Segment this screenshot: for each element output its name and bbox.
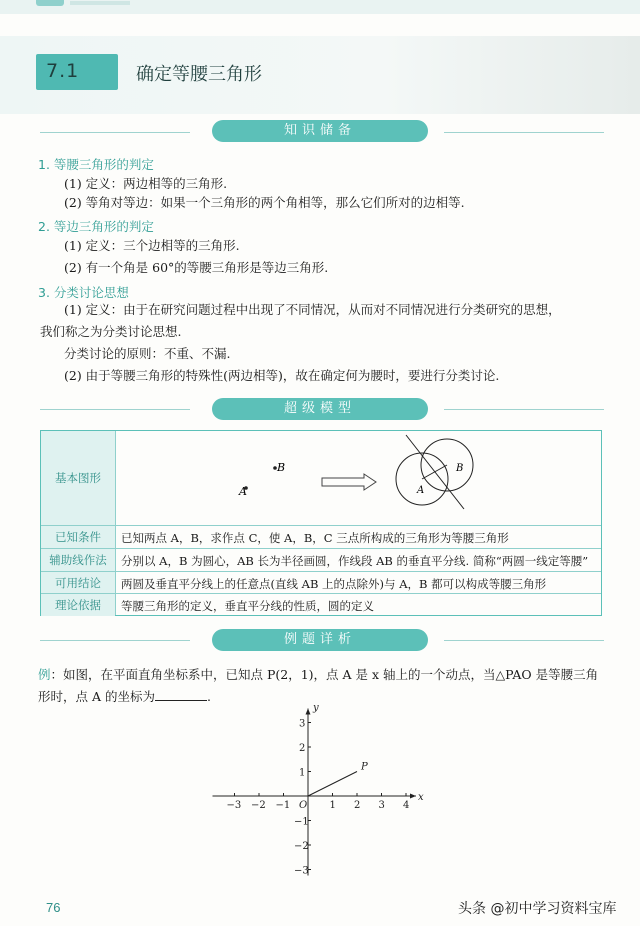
text-p2: (2) 等角对等边：如果一个三角形的两个角相等，那么它们所对的边相等. <box>64 195 465 210</box>
page-number: 76 <box>46 900 61 915</box>
divider-left-3 <box>40 640 190 641</box>
row-label-known: 已知条件 <box>41 526 115 549</box>
example-line-2 <box>38 688 211 706</box>
two-circles-one-line-diagram <box>396 435 473 509</box>
pill-model: 超级模型 <box>212 398 428 420</box>
heading-isosceles-criteria: 1. 等腰三角形的判定 <box>38 157 154 172</box>
x-tick-label: −1 <box>275 800 291 811</box>
example-line-1 <box>38 666 598 684</box>
watermark: 头条 @初中学习资料宝库 <box>458 901 617 917</box>
text-p3: (1) 定义：三个边相等的三角形. <box>64 238 240 253</box>
segment-op <box>308 772 357 797</box>
point-p-label: P <box>361 761 368 773</box>
row-label-conclusion: 可用结论 <box>41 572 115 594</box>
section-title: 确定等腰三角形 <box>136 64 262 85</box>
model-table <box>40 430 602 616</box>
text-p8: (2) 由于等腰三角形的特殊性(两边相等)，故在确定何为腰时，要进行分类讨论. <box>64 368 500 383</box>
divider-left <box>40 132 190 133</box>
row-text-theory: 等腰三角形的定义，垂直平分线的性质，圆的定义 <box>121 599 374 613</box>
row-label-theory: 理论依据 <box>41 594 115 616</box>
row-known-conditions <box>41 525 601 549</box>
top-header-bar <box>0 0 640 14</box>
row-text-auxiliary: 分别以 A，B 为圆心，AB 长为半径画圆，作线段 AB 的垂直平分线. 简称“两圆一线定等腰” <box>121 554 589 568</box>
heading-classification: 3. 分类讨论思想 <box>38 285 129 300</box>
book-logo <box>36 0 64 6</box>
text-p5: (1) 定义：由于在研究问题过程中出现了不同情况，从而对不同情况进行分类研究的思想， <box>64 302 561 317</box>
x-tick-label: 2 <box>354 800 361 811</box>
text-p4: (2) 有一个角是 60°的等腰三角形是等边三角形. <box>64 260 329 275</box>
point-b-label: B <box>277 461 286 474</box>
x-tick-label: 3 <box>378 800 385 811</box>
x-tick-label: −2 <box>251 800 266 811</box>
circle-b-label: B <box>456 463 464 474</box>
row-theory <box>41 593 601 616</box>
y-tick-label: −3 <box>294 865 309 877</box>
x-tick-label: −3 <box>226 800 242 811</box>
basic-figure-diagram <box>116 431 601 525</box>
divider-right-3 <box>444 640 604 641</box>
y-axis-label: y <box>313 702 319 714</box>
coordinate-plane <box>200 700 440 882</box>
x-tick-label: 4 <box>403 800 410 811</box>
origin-label: O <box>299 800 308 811</box>
point-a-label: A <box>239 485 247 498</box>
y-tick-label: 3 <box>299 718 306 730</box>
text-p6: 我们称之为分类讨论思想. <box>40 324 182 339</box>
row-text-conclusion: 两圆及垂直平分线上的任意点(直线 AB 上的点除外)与 A，B 都可以构成等腰三角形 <box>121 577 547 591</box>
row-label-auxiliary: 辅助线作法 <box>41 549 115 572</box>
circle-a-label: A <box>417 485 425 496</box>
heading-equilateral-criteria: 2. 等边三角形的判定 <box>38 219 154 234</box>
row-conclusion <box>41 571 601 594</box>
y-axis-arrow <box>306 709 311 715</box>
divider-right <box>444 132 604 133</box>
y-tick-label: 1 <box>299 767 306 779</box>
row-auxiliary-method <box>41 548 601 572</box>
y-tick-label: −1 <box>294 816 309 828</box>
divider-left-2 <box>40 409 190 410</box>
text-p7: 分类讨论的原则：不重、不漏. <box>64 346 231 361</box>
x-axis-label: x <box>418 792 424 803</box>
row-label-basic-figure: 基本图形 <box>41 431 115 525</box>
header-strip <box>70 1 130 5</box>
y-tick-label: 2 <box>299 743 306 754</box>
example-text-2: 形时，点 A 的坐标为 <box>38 689 155 704</box>
example-text-1: ：如图，在平面直角坐标系中，已知点 P(2，1)，点 A 是 x 轴上的一个动点，当△PAO 是等腰三角 <box>50 667 599 682</box>
pill-knowledge: 知识储备 <box>212 120 428 142</box>
x-tick-label: 1 <box>329 800 336 811</box>
y-tick-label: −2 <box>294 841 309 852</box>
example-text-2-end: . <box>206 689 211 704</box>
pill-example: 例题详析 <box>212 629 428 651</box>
hollow-arrow-icon <box>322 474 376 490</box>
example-label: 例 <box>38 667 51 682</box>
divider-right-2 <box>444 409 604 410</box>
x-axis-arrow <box>410 794 416 799</box>
text-p1: (1) 定义：两边相等的三角形. <box>64 176 228 191</box>
row-text-known: 已知两点 A，B，求作点 C，使 A，B，C 三点所构成的三角形为等腰三角形 <box>121 531 509 545</box>
section-number: 7.1 <box>46 60 80 82</box>
